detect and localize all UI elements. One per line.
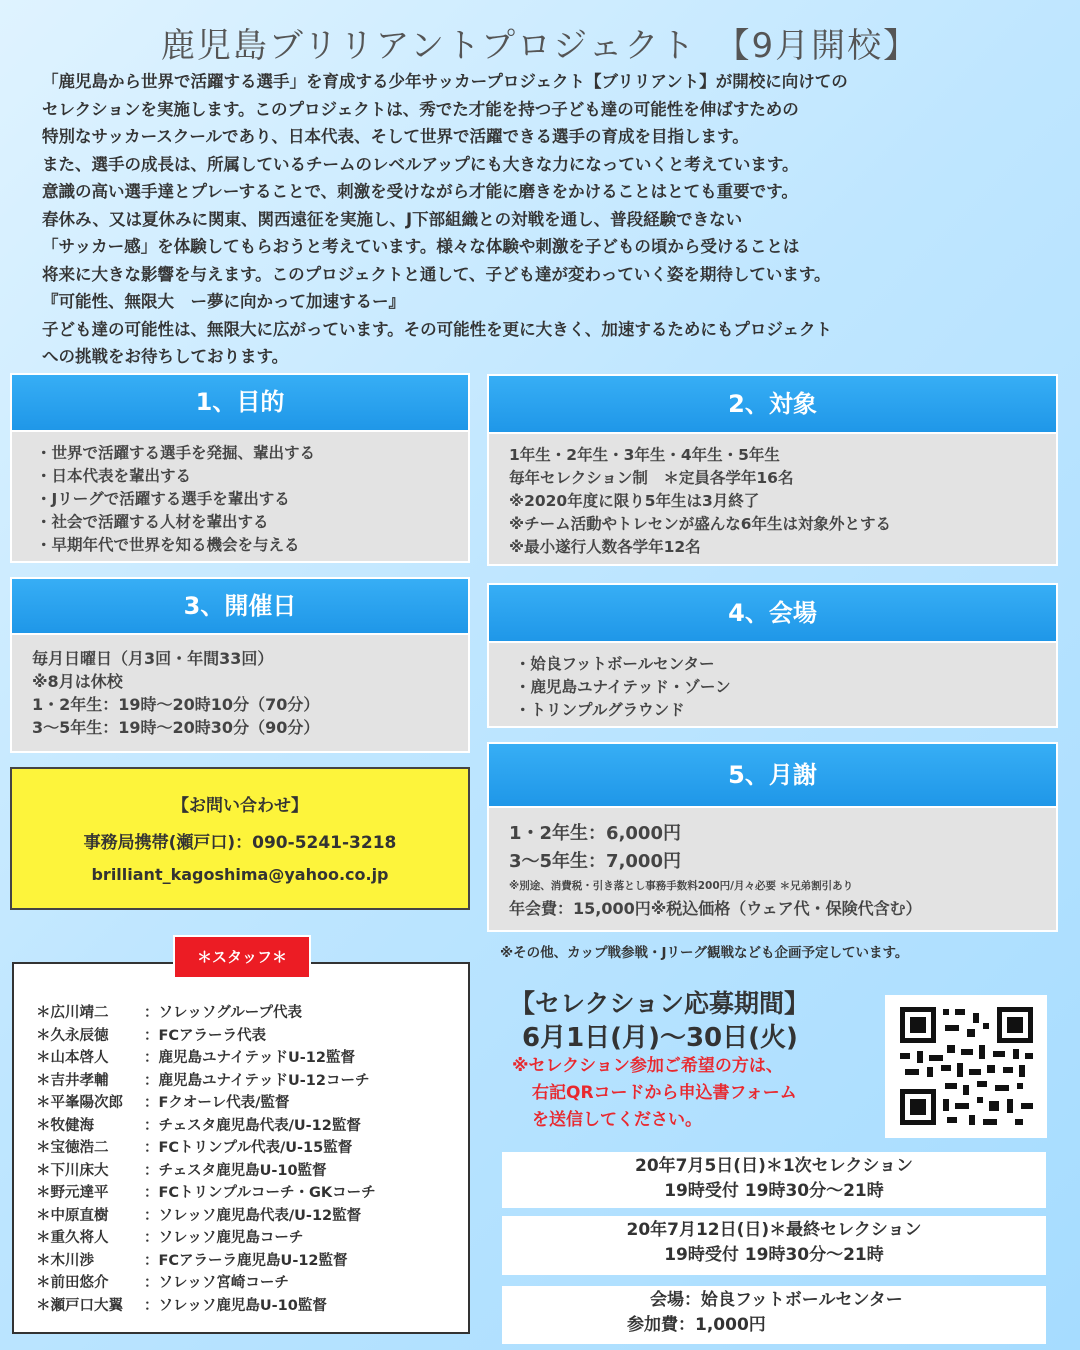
list-item: ・世界で活躍する選手を発掘、輩出する [36, 444, 316, 462]
staff-role: ：FCアラーラ鹿児島U-12監督 [144, 1252, 348, 1269]
final-selection-date: 20年7月12日(日)＊最終セレクション [626, 1220, 922, 1240]
other-note: ※その他、カップ戦参戦・Jリーグ観戦なども企画予定しています。 [500, 945, 909, 961]
list-item: ・姶良フットボールセンター [515, 655, 715, 673]
contact-heading: 【お問い合わせ】 [172, 796, 308, 816]
list-item [36, 1160, 376, 1183]
selection-note [512, 1053, 797, 1134]
target-heading: 2、対象 [489, 376, 1056, 434]
list-item [36, 1295, 376, 1318]
qr-code-icon[interactable] [885, 995, 1047, 1138]
intro-text [42, 68, 1052, 371]
fee-list [489, 808, 1056, 930]
venue-list [489, 643, 1056, 730]
staff-name: ＊牧健海 [36, 1117, 94, 1134]
staff-role: ：FCトリンプル代表/U-15監督 [144, 1140, 353, 1156]
contact-phone: 事務局携帯(瀬戸口)：090-5241-3218 [83, 833, 397, 853]
intro-line: 将来に大きな影響を与えます。このプロジェクトと通して、子ども達が変わっていく姿を期待しています。 [42, 264, 831, 284]
contact-email[interactable]: brilliant_kagoshima@yahoo.co.jp [91, 865, 389, 884]
venue-heading: 4、会場 [489, 585, 1056, 643]
list-item [36, 1070, 376, 1093]
intro-line: 春休み、又は夏休みに関東、関西遠征を実施し、J下部組織との対戦を通し、普段経験できない [42, 209, 743, 229]
list-item: ※最小遂行人数各学年12名 [509, 538, 701, 556]
intro-line: 「鹿児島から世界で活躍する選手」を育成する少年サッカープロジェクト【ブリリアント】が開校に向けての [42, 72, 848, 91]
intro-line: 子ども達の可能性は、無限大に広がっています。その可能性を更に大きく、加速するためにもプロジェクト [42, 319, 833, 339]
first-selection-time: 19時受付 19時30分〜21時 [664, 1181, 884, 1201]
staff-name: ＊野元達平 [36, 1185, 109, 1201]
purpose-list [12, 432, 468, 565]
first-selection-date: 20年7月5日(日)＊1次セレクション [634, 1156, 913, 1176]
list-item [36, 1025, 376, 1048]
staff-role: ：Fクオーレ代表/監督 [144, 1095, 290, 1111]
staff-name: ＊木川渉 [36, 1252, 94, 1269]
staff-name: ＊中原直樹 [36, 1207, 109, 1224]
fee-annual: 年会費：15,000円※税込価格（ウェア代・保険代含む） [509, 899, 922, 918]
intro-line: 「サッカー感」を体験してもらおうと考えています。様々な体験や刺激を子どもの頃から受けることは [42, 237, 800, 256]
staff-name: ＊前田悠介 [36, 1275, 109, 1291]
list-item [36, 1250, 376, 1273]
staff-name: ＊広川靖二 [36, 1005, 109, 1021]
fee-heading: 5、月謝 [489, 744, 1056, 808]
list-item [36, 1205, 376, 1228]
intro-line: また、選手の成長は、所属しているチームのレベルアップにも大きな力になっていくと考えています。 [42, 154, 799, 174]
staff-name: ＊重久将人 [36, 1230, 109, 1246]
intro-line: セレクションを実施します。このプロジェクトは、秀でた才能を持つ子ども達の可能性を伸ばすための [42, 99, 799, 119]
list-item [36, 1227, 376, 1250]
list-item: 3〜5年生：19時〜20時30分（90分） [32, 718, 320, 737]
staff-name: ＊山本啓人 [36, 1050, 109, 1066]
list-item: ・社会で活躍する人材を輩出する [36, 513, 269, 531]
staff-role: ：ソレッソ鹿児島U-10監督 [144, 1297, 327, 1314]
list-item: ※チーム活動やトレセンが盛んな6年生は対象外とする [509, 515, 892, 533]
list-item: ※2020年度に限り5年生は3月終了 [509, 492, 760, 510]
staff-role: ：ソレッソ宮崎コーチ [144, 1275, 289, 1291]
schedule-heading: 3、開催日 [12, 579, 468, 635]
selection-date: 6月1日(月)〜30日(火) [522, 1023, 798, 1053]
staff-role: ：ソレッソ鹿児島代表/U-12監督 [144, 1207, 362, 1224]
intro-line: 『可能性、無限大 ー夢に向かって加速するー』 [42, 292, 405, 311]
fee-box [487, 742, 1058, 932]
staff-name: ＊久永辰徳 [36, 1027, 109, 1044]
list-item [36, 1272, 376, 1295]
schedule-box [10, 577, 470, 753]
target-box [487, 374, 1058, 566]
staff-box [12, 962, 470, 1334]
list-item: ・日本代表を輩出する [36, 467, 192, 485]
staff-role: ：鹿児島ユナイテッドU-12コーチ [144, 1072, 370, 1089]
list-item: ※8月は休校 [32, 672, 123, 691]
staff-name: ＊下川床大 [36, 1162, 109, 1179]
contact-box [10, 767, 470, 910]
fee-line: 1・2年生：6,000円 [509, 823, 681, 844]
list-item: 毎年セレクション制 ＊定員各学年16名 [509, 469, 794, 487]
list-item: ・鹿児島ユナイテッド・ゾーン [515, 678, 731, 696]
page-title: 鹿児島ブリリアントプロジェクト 【9月開校】 [160, 26, 920, 66]
list-item [36, 1002, 376, 1025]
list-item [36, 1182, 376, 1205]
note-line: ※セレクション参加ご希望の方は、 [512, 1056, 783, 1076]
first-selection [502, 1152, 1046, 1208]
staff-list [36, 1002, 376, 1317]
intro-line: への挑戦をお待ちしております。 [42, 347, 289, 366]
purpose-heading: 1、目的 [12, 375, 468, 432]
fee-line: 3〜5年生：7,000円 [509, 851, 681, 872]
staff-role: ：ソレッソ鹿児島コーチ [144, 1230, 304, 1246]
staff-tag: ＊スタッフ＊ [173, 935, 311, 979]
selection-venue: 会場：姶良フットボールセンター [650, 1290, 903, 1310]
purpose-box [10, 373, 470, 563]
list-item [36, 1115, 376, 1138]
list-item [36, 1137, 376, 1160]
note-line: を送信してください。 [532, 1110, 702, 1130]
staff-role: ：鹿児島ユナイテッドU-12監督 [144, 1050, 355, 1066]
intro-line: 特別なサッカースクールであり、日本代表、そして世界で活躍できる選手の育成を目指します。 [42, 127, 749, 146]
selection-title: 【セレクション応募期間】 [510, 989, 810, 1018]
staff-role: ：FCトリンプルコーチ・GKコーチ [144, 1185, 376, 1201]
list-item: 1年生・2年生・3年生・4年生・5年生 [509, 446, 780, 464]
staff-role: ：チェスタ鹿児島U-10監督 [144, 1162, 327, 1179]
final-selection [502, 1216, 1046, 1275]
intro-line: 意識の高い選手達とプレーすることで、刺激を受けながら才能に磨きをかけることはとても重要です。 [42, 182, 798, 201]
schedule-list [12, 635, 468, 747]
staff-role: ：FCアラーラ代表 [144, 1027, 267, 1044]
staff-name: ＊平峯陽次郎 [36, 1095, 123, 1111]
staff-name: ＊吉井孝輔 [36, 1072, 109, 1089]
staff-name: ＊宝徳浩二 [36, 1140, 109, 1156]
venue-box [487, 583, 1058, 728]
staff-role: ：ソレッソグループ代表 [144, 1005, 303, 1021]
list-item: ・Jリーグで活躍する選手を輩出する [36, 490, 290, 508]
target-list [489, 434, 1056, 567]
list-item: 1・2年生：19時〜20時10分（70分） [32, 695, 320, 714]
list-item [36, 1092, 376, 1115]
list-item: 毎月日曜日（月3回・年間33回） [32, 649, 274, 668]
fee-note: ※別途、消費税・引き落とし事務手数料200円/月々必要 ＊兄弟割引あり [509, 880, 854, 892]
note-line: 右記QRコードから申込書フォーム [532, 1083, 797, 1103]
list-item: ・トリンプルグラウンド [515, 701, 685, 719]
final-selection-time: 19時受付 19時30分〜21時 [664, 1245, 884, 1265]
list-item: ・早期年代で世界を知る機会を与える [36, 536, 300, 554]
selection-venue-fee [502, 1286, 1046, 1344]
list-item [36, 1047, 376, 1070]
selection-fee: 参加費：1,000円 [627, 1315, 766, 1335]
staff-role: ：チェスタ鹿児島代表/U-12監督 [144, 1117, 361, 1134]
staff-name: ＊瀬戸口大翼 [36, 1297, 123, 1314]
